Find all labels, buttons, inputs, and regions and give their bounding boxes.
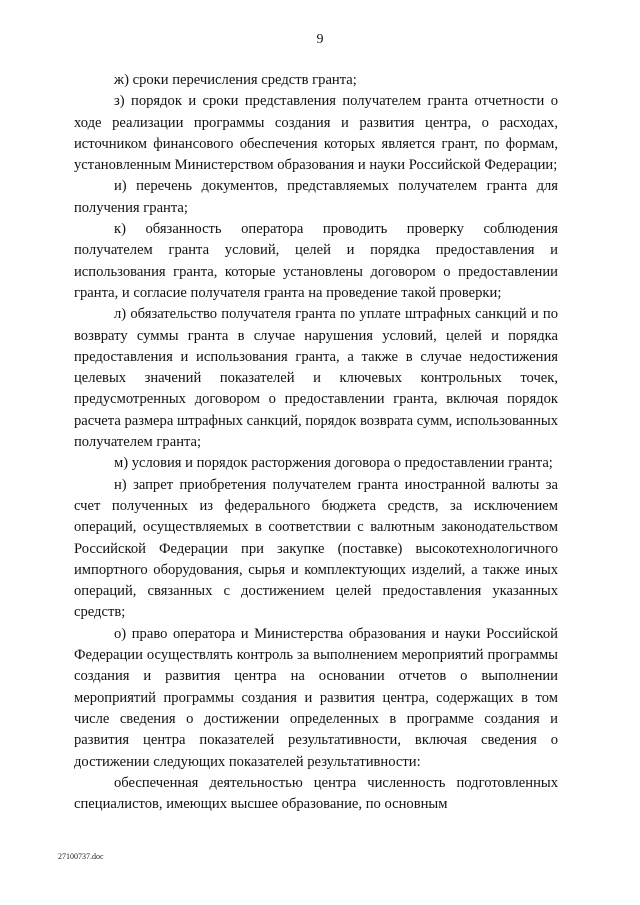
paragraph-k: к) обязанность оператора проводить проверку соблюдения получателем гранта условий, целей и порядка предоставления и использования гранта, которые установлены договором о предоставлении гранта, и согласие получателя гранта на проведение такой проверки; <box>74 221 558 301</box>
paragraph-m: м) условия и порядок расторжения договора о предоставлении гранта; <box>114 455 553 472</box>
document-file-code: 27100737.doc <box>58 852 104 861</box>
paragraph-z: з) порядок и сроки представления получателем гранта отчетности о ходе реализации программы создания и развития центра, о расходах, источником финансового обеспечения которых является грант, по формам, установленным Министерством образования и науки Российской Федерации; <box>74 93 558 174</box>
paragraph-n: н) запрет приобретения получателем гранта иностранной валюты за счет полученных из федерального бюджета средств, за исключением операций, осуществляемых в соответствии с валютным законодательством Российской Федерации при закупке (поставке) высокотехнологичного импортного оборудования, сырья и комплектующих изделий, а также иных операций, связанных с достижением целей предоставления указанных средств; <box>74 476 558 621</box>
paragraph-indicator: обеспеченная деятельностью центра численность подготовленных специалистов, имеющих высшее образование, по основным <box>74 774 558 813</box>
paragraph-i: и) перечень документов, представляемых получателем гранта для получения гранта; <box>74 178 558 216</box>
paragraph-zh: ж) сроки перечисления средств гранта; <box>114 72 357 88</box>
paragraph-l: л) обязательство получателя гранта по уплате штрафных санкций и по возврату суммы гранта в случае нарушения условий, целей и порядка предоставления и использования гранта, а также в случае недостижения целевых значений показателей и ключевых контрольных точек, предусмотренных договором о предоставлении гранта, включая порядок расчета размера штрафных санкций, порядок возврата сумм, использованных получателем гранта; <box>74 306 558 451</box>
paragraph-o: о) право оператора и Министерства образования и науки Российской Федерации осуществлять контроль за выполнением мероприятий программы создания и развития центра на основании отчетов о выполнении мероприятий программы создания и развития центра, содержащих в том числе сведения о достижении определенных в программе создания и развития центра показателей результативности, включая сведения о достижении следующих показателей результативности: <box>74 625 558 770</box>
document-body <box>74 70 558 815</box>
page-number: 9 <box>316 32 324 47</box>
